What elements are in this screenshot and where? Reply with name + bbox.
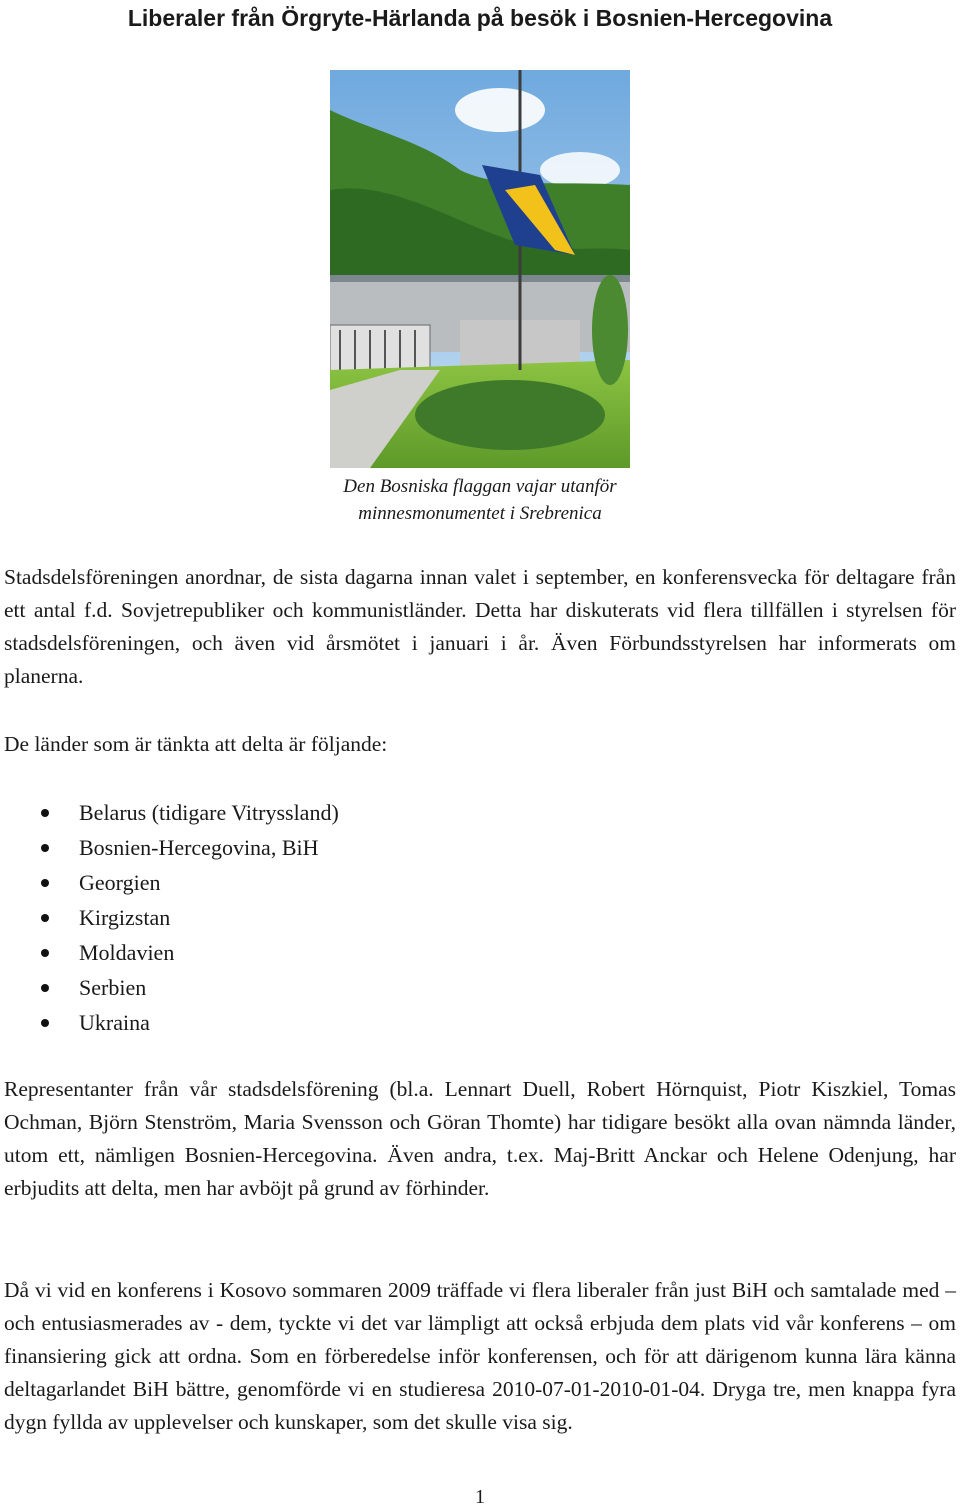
list-item	[0, 900, 339, 935]
country-name: Belarus (tidigare Vitryssland)	[79, 800, 339, 825]
list-item	[0, 830, 339, 865]
bullet-icon	[41, 914, 49, 922]
list-item	[0, 865, 339, 900]
list-item	[0, 795, 339, 830]
country-name: Bosnien-Hercegovina, BiH	[79, 835, 319, 860]
bullet-icon	[41, 844, 49, 852]
paragraph-intro: Stadsdelsföreningen anordnar, de sista dagarna innan valet i september, en konferensvecka för deltagare från ett antal f.d. Sovjetrepubliker och kommunistländer. Detta har diskuterats vid flera tillfällen i styrelsen för stadsdelsföreningen, och även vid årsmötet i januari i år. Även Förbundsstyrelsen har informerats om planerna.	[4, 565, 956, 688]
country-name: Ukraina	[79, 1010, 150, 1035]
country-name: Moldavien	[79, 940, 175, 965]
photo-srebrenica-flag	[330, 70, 630, 468]
list-item	[0, 970, 339, 1005]
bullet-icon	[41, 809, 49, 817]
list-item	[0, 1005, 339, 1040]
country-name: Georgien	[79, 870, 161, 895]
bullet-icon	[41, 984, 49, 992]
photo-caption	[300, 473, 660, 527]
paragraph-conference: Då vi vid en konferens i Kosovo sommaren 2009 träffade vi flera liberaler från just BiH och samtalade med – och entusiasmerades av - dem, tyckte vi det var lämpligt att också erbjuda dem plats vid vår konferens – om finansiering gick att ordna. Som en förberedelse inför konferensen, och för att därigenom kunna lära känna deltagarlandet BiH bättre, genomförde vi en studieresa 2010-07-01-2010-01-04. Dryga tre, men knappa fyra dygn fyllda av upplevelser och kunskaper, som det skulle visa sig.	[4, 1278, 956, 1434]
caption-line-1: Den Bosniska flaggan vajar utanför	[343, 476, 617, 497]
bullet-icon	[41, 949, 49, 957]
list-intro: De länder som är tänkta att delta är följande:	[4, 732, 388, 756]
document-title: Liberaler från Örgryte-Härlanda på besök i Bosnien-Hercegovina	[127, 5, 833, 31]
caption-line-2: minnesmonumentet i Srebrenica	[358, 503, 602, 524]
page-number: 1	[475, 1486, 485, 1508]
bullet-icon	[41, 879, 49, 887]
paragraph-representatives: Representanter från vår stadsdelsförening (bl.a. Lennart Duell, Robert Hörnquist, Piotr Kiszkiel, Tomas Ochman, Björn Stenström, Maria Svensson och Göran Thomte) har tidigare besökt alla ovan nämnda länder, utom ett, nämligen Bosnien-Hercegovina. Även andra, t.ex. Maj-Britt Anckar och Helene Odenjung, har erbjudits att delta, men har avböjt på grund av förhinder.	[4, 1077, 956, 1200]
country-name: Serbien	[79, 975, 147, 1000]
country-list	[0, 795, 339, 1040]
photo-illustration	[330, 70, 630, 468]
country-name: Kirgizstan	[79, 905, 171, 930]
bullet-icon	[41, 1019, 49, 1027]
list-item	[0, 935, 339, 970]
